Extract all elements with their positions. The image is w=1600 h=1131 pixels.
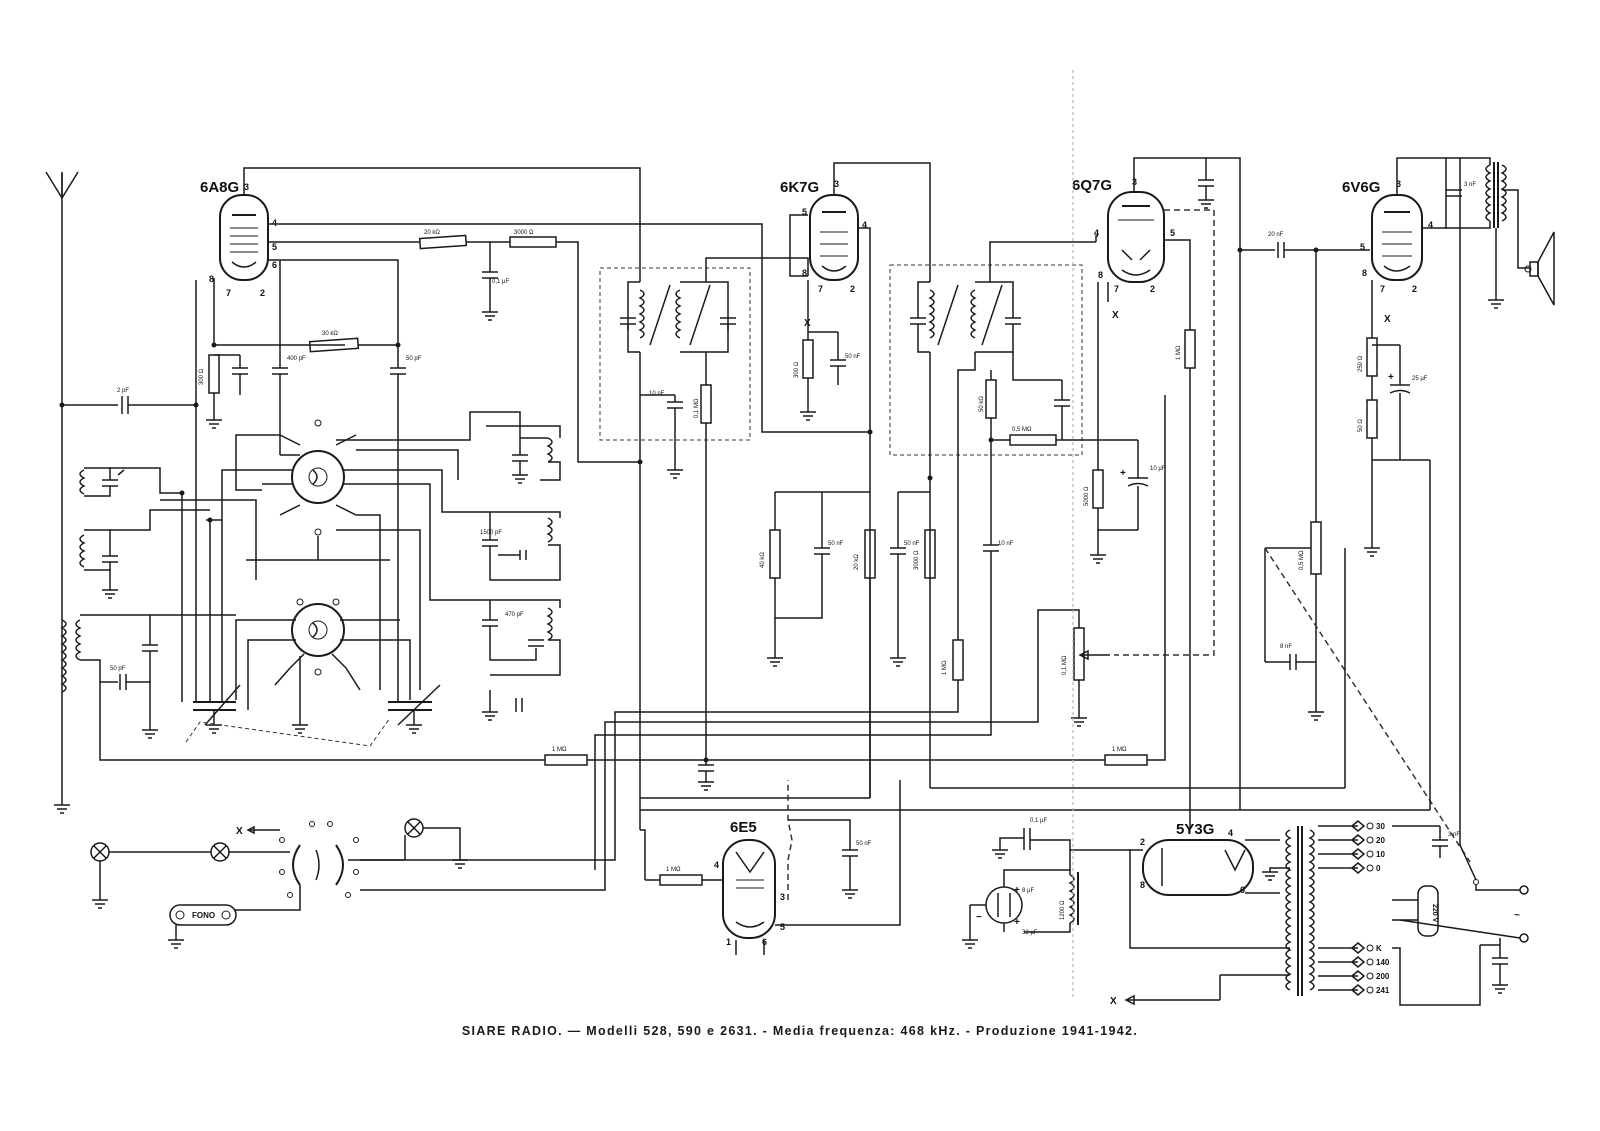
svg-text:6: 6 xyxy=(272,260,278,270)
osc-coil-1 xyxy=(486,412,560,483)
x-marker-6k7g: X xyxy=(804,318,811,329)
svg-text:8: 8 xyxy=(1098,270,1104,280)
osc-coil-2 xyxy=(480,512,560,580)
voltage-tag xyxy=(1418,886,1438,936)
tube-label-6v6g: 6V6G xyxy=(1342,179,1381,196)
tuning-capacitor-2 xyxy=(388,685,440,733)
value-r-300b: 300 Ω xyxy=(794,361,800,378)
svg-text:1: 1 xyxy=(726,937,732,947)
svg-text:3: 3 xyxy=(1132,177,1138,187)
svg-text:4: 4 xyxy=(1094,228,1100,238)
voltage-selector-primary xyxy=(1318,943,1373,995)
value-r-5000: 5000 Ω xyxy=(1084,486,1090,506)
if-transformer-2 xyxy=(890,265,1082,455)
value-c-400: 400 pF xyxy=(287,356,306,362)
x-marker-6q7g: X xyxy=(1112,310,1119,321)
value-r-250: 250 Ω xyxy=(1358,355,1364,372)
value-c-10uf: 10 µF xyxy=(1150,466,1166,472)
coil-left-1 xyxy=(80,468,182,496)
value-c-2pf: 2 pF xyxy=(117,388,130,394)
phono-label: FONO xyxy=(192,911,216,920)
value-c-8nf: 8 nF xyxy=(1280,644,1293,650)
value-c-50nf-c: 50 nF xyxy=(904,541,920,547)
svg-text:220 V: 220 V xyxy=(1431,904,1438,923)
svg-text:8: 8 xyxy=(802,268,808,278)
svg-text:2: 2 xyxy=(260,288,266,298)
svg-text:5: 5 xyxy=(802,207,808,217)
value-c-20nf: 20 nF xyxy=(1268,232,1284,238)
value-c-10nf-b: 10 nF xyxy=(998,541,1014,547)
filter-choke xyxy=(1070,872,1078,925)
pilot-lamp-right xyxy=(405,819,423,837)
value-r-1m-e: 1 MΩ xyxy=(666,867,681,873)
value-r-3000: 3000 Ω xyxy=(914,550,920,570)
value-r-50: 50 Ω xyxy=(1358,419,1364,432)
svg-text:3: 3 xyxy=(244,182,250,192)
svg-text:8: 8 xyxy=(209,274,215,284)
svg-text:2: 2 xyxy=(1150,284,1156,294)
value-r-1m-b: 1 MΩ xyxy=(942,660,948,675)
tap-10: 10 xyxy=(1376,850,1385,859)
value-r-20k-b: 20 kΩ xyxy=(854,554,860,570)
svg-text:7: 7 xyxy=(226,288,232,298)
ground-symbol xyxy=(54,805,70,813)
svg-text:7: 7 xyxy=(1114,284,1120,294)
svg-text:+: + xyxy=(1388,372,1394,383)
tap-241: 241 xyxy=(1376,986,1390,995)
value-r-1200: 1200 Ω xyxy=(1060,900,1066,920)
svg-text:7: 7 xyxy=(1380,284,1386,294)
pilot-lamp-mid xyxy=(211,843,229,861)
svg-text:8: 8 xyxy=(1140,880,1146,890)
phono-radio-switch xyxy=(280,822,359,898)
value-c-3nf: 3 nF xyxy=(1464,182,1477,188)
svg-text:~: ~ xyxy=(1514,910,1520,921)
value-c-50: 50 pF xyxy=(406,356,422,362)
svg-text:6: 6 xyxy=(762,937,768,947)
pilot-lamp-left xyxy=(91,843,109,861)
svg-text:4: 4 xyxy=(714,860,720,870)
loudspeaker-icon xyxy=(1502,190,1554,305)
value-c-01b: 0,1 µF xyxy=(1030,818,1048,824)
tuning-capacitor-1 xyxy=(193,685,240,733)
value-c-8uf: 8 µF xyxy=(1022,888,1035,894)
coil-left-2 xyxy=(80,510,210,598)
value-r-40k: 40 kΩ xyxy=(760,552,766,568)
svg-text:+: + xyxy=(1014,917,1020,928)
x-marker-bottom: X xyxy=(1110,996,1117,1007)
svg-text:4: 4 xyxy=(1228,828,1234,838)
value-c-50nf-b: 50 nF xyxy=(828,541,844,547)
svg-text:2: 2 xyxy=(850,284,856,294)
dual-electrolytic xyxy=(976,885,1022,928)
value-r-300: 300 Ω xyxy=(199,368,205,385)
tube-label-6e5: 6E5 xyxy=(730,819,757,836)
tube-label-6k7g: 6K7G xyxy=(780,179,820,196)
tube-label-5y3g: 5Y3G xyxy=(1176,821,1215,838)
tube-label-6q7g: 6Q7G xyxy=(1072,177,1113,194)
svg-text:2: 2 xyxy=(1140,837,1146,847)
svg-text:2: 2 xyxy=(1412,284,1418,294)
svg-text:4: 4 xyxy=(862,220,868,230)
svg-text:7: 7 xyxy=(818,284,824,294)
value-r-30k: 30 kΩ xyxy=(322,331,338,337)
value-c-10nf: 10 nF xyxy=(649,391,665,397)
tap-k: K xyxy=(1376,944,1382,953)
x-marker-lamp: X xyxy=(236,826,243,837)
value-volume-pot: 0,1 MΩ xyxy=(1062,655,1068,675)
svg-text:8: 8 xyxy=(1362,268,1368,278)
value-r-20k: 20 kΩ xyxy=(424,230,440,236)
value-c-50nf: 50 nF xyxy=(845,354,861,360)
svg-text:5: 5 xyxy=(272,242,278,252)
waveband-switch-lower xyxy=(268,599,368,675)
value-r-01m: 0,1 MΩ xyxy=(694,398,700,418)
tube-6q7g xyxy=(1094,177,1175,294)
tap-200: 200 xyxy=(1376,972,1390,981)
value-r-1m-d: 1 MΩ xyxy=(1112,747,1127,753)
voltage-selector-secondary xyxy=(1318,821,1373,873)
svg-text:5: 5 xyxy=(1170,228,1176,238)
value-c-1500: 1500 pF xyxy=(480,530,503,536)
antenna-symbol xyxy=(46,172,78,805)
tap-30: 30 xyxy=(1376,822,1385,831)
svg-text:4: 4 xyxy=(272,218,278,228)
value-c-3nf-b: 3 nF xyxy=(1448,832,1461,838)
value-c-470: 470 pF xyxy=(505,612,524,618)
value-r-1m-c: 1 MΩ xyxy=(552,747,567,753)
x-marker-6v6g: X xyxy=(1384,314,1391,325)
tube-label-6a8g: 6A8G xyxy=(200,179,240,196)
value-r-3000: 3000 Ω xyxy=(514,230,534,236)
value-r-05m-grid: 0,5 MΩ xyxy=(1299,550,1305,570)
svg-text:+: + xyxy=(1014,885,1020,896)
tap-20: 20 xyxy=(1376,836,1385,845)
waveband-switch-upper xyxy=(262,420,374,535)
svg-text:4: 4 xyxy=(1428,220,1434,230)
value-c-32uf: 32 µF xyxy=(1022,930,1038,936)
svg-text:5: 5 xyxy=(1360,242,1366,252)
tap-140: 140 xyxy=(1376,958,1390,967)
svg-text:3: 3 xyxy=(834,179,840,189)
svg-text:6: 6 xyxy=(1240,885,1246,895)
schematic-caption: SIARE RADIO. — Modelli 528, 590 e 2631. - Media frequenza: 468 kHz. - Produzione 1941-1942. xyxy=(461,1024,1139,1038)
svg-text:−: − xyxy=(976,912,982,923)
value-c-50b: 50 pF xyxy=(110,666,126,672)
value-r-50k: 50 kΩ xyxy=(979,396,985,412)
rectifier-5y3g xyxy=(1140,828,1253,895)
value-r-05m: 0,5 MΩ xyxy=(1012,427,1032,433)
value-c-25uf: 25 µF xyxy=(1412,376,1428,382)
value-c-01: 0,1 µF xyxy=(492,279,510,285)
tube-6a8g xyxy=(209,182,277,298)
osc-coil-3 xyxy=(482,600,560,720)
mains-transformer xyxy=(1286,826,1314,996)
tap-0: 0 xyxy=(1376,864,1381,873)
svg-text:3: 3 xyxy=(780,892,786,902)
value-c-50nf-d: 50 nF xyxy=(856,841,872,847)
output-transformer xyxy=(1446,158,1506,308)
tube-6k7g xyxy=(802,179,867,294)
value-r-1m: 1 MΩ xyxy=(1176,345,1182,360)
svg-text:+: + xyxy=(1120,468,1126,479)
svg-text:5: 5 xyxy=(780,922,786,932)
tube-6e5 xyxy=(714,840,785,947)
tube-6v6g xyxy=(1360,179,1433,294)
svg-text:3: 3 xyxy=(1396,179,1402,189)
